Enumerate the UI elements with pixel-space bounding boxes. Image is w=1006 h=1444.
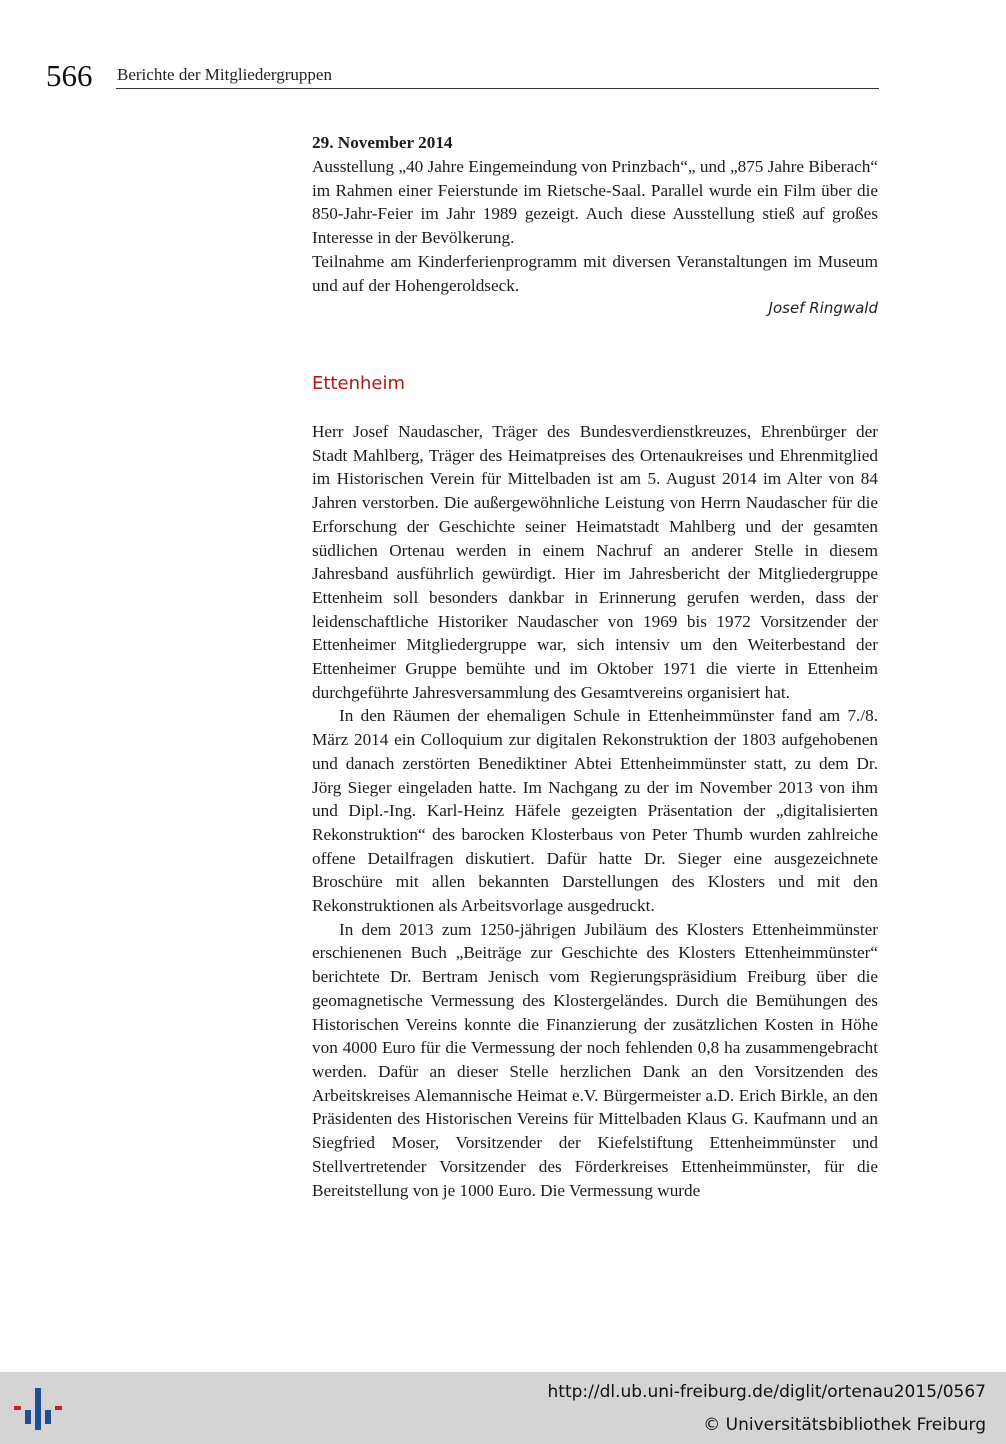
- section-title: Ettenheim: [312, 373, 405, 394]
- entry-text: [312, 155, 878, 297]
- section-body: [312, 420, 878, 1202]
- author-signature: Josef Ringwald: [768, 299, 878, 317]
- body-paragraph: Herr Josef Naudascher, Träger des Bundesverdienstkreuzes, Ehrenbürger der Stadt Mahlberg, Träger des Heimatpreises des Ortenaukreises und Ehrenmitglied im Historischen Verein für Mittelbaden ist am 5. August 2014 im Alter von 84 Jahren verstorben. Die außergewöhnliche Leistung von Herrn Naudascher für die Erforschung der Geschichte seiner Heimatstadt Mahlberg und der gesamten südlichen Ortenau werden in einem Nachruf an anderer Stelle in diesem Jahresband ausführlich gewürdigt. Hier im Jahresbericht der Mitgliedergruppe Ettenheim soll besonders dankbar in Erinnerung gerufen werden, dass der leidenschaftliche Historiker Naudascher von 1969 bis 1972 Vorsitzender der Ettenheimer Mitgliedergruppe war, sich intensiv um den Weiterbestand der Ettenheimer Gruppe bemühte und im Oktober 1971 die vierte in Ettenheim durchgeführte Jahresversammlung des Gesamtvereins organisiert hat.: [312, 422, 878, 702]
- document-url-link[interactable]: http://dl.ub.uni-freiburg.de/diglit/ortenau2015/0567: [547, 1382, 986, 1402]
- footer-bar: [0, 1372, 1006, 1444]
- header-rule: [116, 88, 879, 89]
- running-title: Berichte der Mitgliedergruppen: [117, 65, 332, 84]
- entry-paragraph: Ausstellung „40 Jahre Eingemeindung von Prinzbach“„ und „875 Jahre Biberach“ im Rahmen einer Feierstunde im Rietsche-Saal. Parallel wurde ein Film über die 850-Jahr-Feier im Jahr 1989 gezeigt. Auch diese Ausstellung stieß auf großes Interesse in der Bevölkerung.: [312, 157, 878, 248]
- ub-freiburg-logo-icon: [12, 1386, 64, 1432]
- body-paragraph: In den Räumen der ehemaligen Schule in Ettenheimmünster fand am 7./8. März 2014 ein Colloquium zur digitalen Rekonstruktion der 1803 aufgehobenen und danach zerstörten Benediktiner Abtei Ettenheimmünster statt, zu dem Dr. Jörg Sieger eingeladen hatte. Im Nachgang zu der im November 2013 von ihm und Dipl.-Ing. Karl-Heinz Häfele gezeigten Präsentation der „digitalisierten Rekonstruktion“ des barocken Klosterbaus von Peter Thumb wurden zahlreiche offene Detailfragen diskutiert. Dafür hatte Dr. Sieger eine ausgezeichnete Broschüre mit allen bekannten Darstellungen des Klosters und mit den Rekonstruktionen als Arbeitsvorlage ausgedruckt.: [312, 706, 878, 916]
- body-paragraph: In dem 2013 zum 1250-jährigen Jubiläum des Klosters Ettenheimmünster erschienenen Buch „Beiträge zur Geschichte des Klosters Ettenheimmünster“ berichtete Dr. Bertram Jenisch vom Regierungspräsidium Freiburg über die geomagnetische Vermessung des Klostergeländes. Durch die Bemühungen des Historischen Vereins konnte die Finanzierung der zusätzlichen Kosten in Höhe von 4000 Euro für die Vermessung der noch fehlenden 0,8 ha zusammengebracht werden. Dafür an dieser Stelle herzlichen Dank an den Vorsitzenden des Arbeitskreises Alemannische Heimat e.V. Bürgermeister a.D. Erich Birkle, an den Präsidenten des Historischen Vereins für Mittelbaden Klaus G. Kaufmann und an Siegfried Moser, Vorsitzender der Kiefelstiftung Ettenheimmünster und Stellvertretender Vorsitzender des Förderkreises Ettenheimmünster, für die Bereitstellung von je 1000 Euro. Die Vermessung wurde: [312, 919, 878, 1200]
- entry-date: 29. November 2014: [312, 133, 453, 152]
- copyright-notice: © Universitätsbibliothek Freiburg: [703, 1415, 986, 1435]
- entry-paragraph: Teilnahme am Kinderferienprogramm mit diversen Veranstaltungen im Museum und auf der Hohengeroldseck.: [312, 251, 878, 295]
- page-number: 566: [46, 58, 93, 93]
